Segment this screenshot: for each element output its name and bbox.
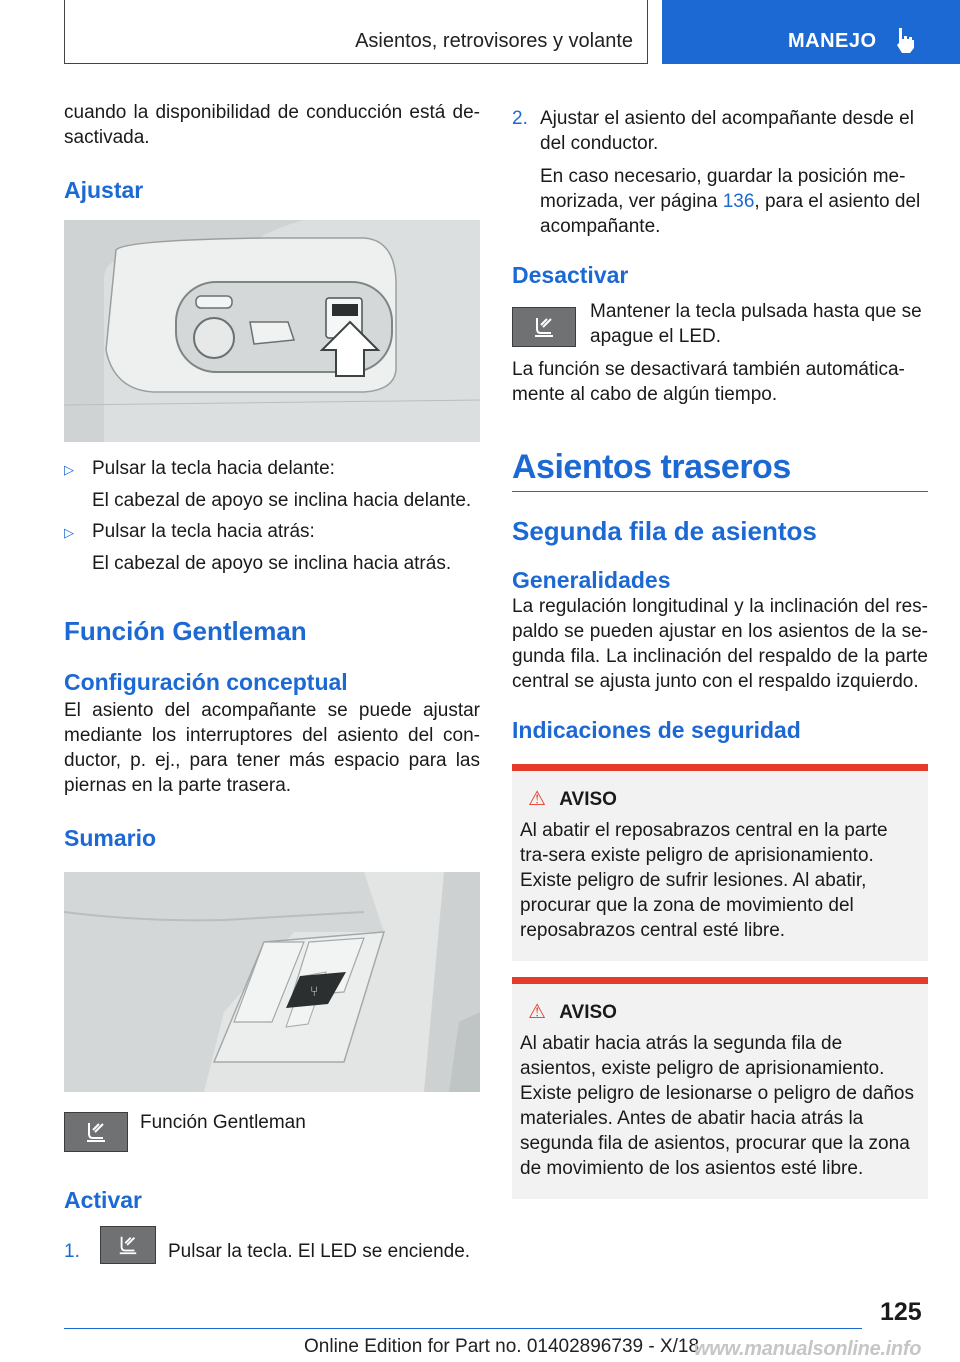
list-item: ▷ Pulsar la tecla hacia delante:: [64, 456, 480, 482]
page-link[interactable]: 136: [722, 191, 755, 212]
ajustar-heading: Ajustar: [64, 177, 144, 203]
second-row-heading: Segunda fila de asientos: [512, 516, 817, 546]
warning-triangle-icon: ⚠: [528, 788, 546, 810]
gentleman-switch-image: [64, 872, 480, 1092]
triangle-bullet-icon: ▷: [64, 462, 74, 477]
step-text: Pulsar la tecla. El LED se enciende.: [168, 1241, 471, 1262]
safety-heading: Indicaciones de seguridad: [512, 717, 801, 743]
step-text: Ajustar el asiento del acompañante desde el del conductor.: [540, 108, 914, 154]
warning-text: Al abatir el reposabrazos central en la parte tra-sera existe peligro de aprisionamiento. Existe peligro de sufrir lesiones. Al abatir, procurar que la zona de movimiento del reposabrazos central esté libre.: [520, 820, 888, 941]
step-number: 1.: [64, 1241, 80, 1262]
triangle-bullet-icon: ▷: [64, 525, 74, 540]
icon-caption-row: [64, 1112, 480, 1152]
warning-box: [512, 764, 928, 961]
step-number: 2.: [512, 108, 528, 129]
warning-triangle-icon: ⚠: [528, 1001, 546, 1023]
gentleman-key-icon: [512, 307, 576, 347]
general-text: La regulación longitudinal y la inclinación del res-paldo se pueden ajustar en los asientos de la se-gunda fila. La inclinación del respaldo de la parte central se ajusta junto con el respaldo izquierdo.: [512, 596, 928, 692]
warning-title-row: [520, 787, 920, 812]
right-column: [512, 106, 928, 1199]
activar-heading: Activar: [64, 1187, 142, 1213]
desactivar-heading: Desactivar: [512, 262, 629, 288]
gentleman-key-icon: [100, 1226, 156, 1264]
config-text: El asiento del acompañante se puede ajustar mediante los interruptores del asiento del con-ductor, p. ej., para tener más espacio para las piernas en la parte trasera.: [64, 700, 480, 796]
rear-seats-heading: Asientos traseros: [512, 447, 928, 492]
desactivar-text-2: La función se desactivará también automática-mente al cabo de algún tiempo.: [512, 359, 905, 405]
warning-title: AVISO: [559, 1002, 617, 1023]
warning-box: [512, 977, 928, 1199]
edition-text: Online Edition for Part no. 01402896739 - X/18: [304, 1336, 700, 1357]
header-section-title: Asientos, retrovisores y volante: [355, 30, 633, 52]
pointing-hand-icon: [894, 26, 916, 54]
gentleman-heading: Función Gentleman: [64, 616, 307, 646]
warning-text: Al abatir hacia atrás la segunda fila de asientos, existe peligro de aprisionamiento. Existe peligro de lesionarse o peligro de daños materiales. Antes de abatir hacia atrás la segunda fila de asientos, procurar que la zona de movimiento de los asientos esté libre.: [520, 1033, 914, 1179]
icon-caption: Función Gentleman: [140, 1112, 306, 1133]
warning-title-row: [520, 1000, 920, 1025]
header-chapter-tab[interactable]: [662, 0, 960, 64]
list-item-detail: El cabezal de apoyo se inclina hacia atrás.: [92, 553, 452, 574]
headrest-switch-image: [64, 220, 480, 442]
gentleman-key-icon: [64, 1112, 128, 1152]
config-heading: Configuración conceptual: [64, 669, 348, 695]
bullet-list: [64, 456, 480, 576]
warning-title: AVISO: [559, 789, 617, 810]
desactivar-row: [512, 299, 928, 349]
header-chapter-label: MANEJO: [788, 30, 877, 52]
list-item-detail: El cabezal de apoyo se inclina hacia delante.: [92, 490, 472, 511]
left-column: [64, 100, 480, 1264]
svg-text:⑂: ⑂: [310, 984, 319, 1000]
footer-rule: [64, 1328, 862, 1329]
desactivar-text: Mantener la tecla pulsada hasta que se apague el LED.: [590, 301, 922, 347]
step-note: En caso necesario, guardar la posición me-morizada, ver página 136, para el asiento del acompañante.: [540, 166, 921, 237]
sumario-heading: Sumario: [64, 825, 157, 851]
step-1: [64, 1226, 480, 1264]
intro-text: cuando la disponibilidad de conducción está de-sactivada.: [64, 102, 480, 148]
general-heading: Generalidades: [512, 567, 671, 593]
header-section-box: [64, 0, 648, 64]
step-2: [512, 106, 928, 239]
watermark: www.manualsonline.info: [694, 1338, 922, 1360]
list-item: ▷ Pulsar la tecla hacia atrás:: [64, 519, 480, 545]
page-number: 125: [880, 1298, 922, 1326]
